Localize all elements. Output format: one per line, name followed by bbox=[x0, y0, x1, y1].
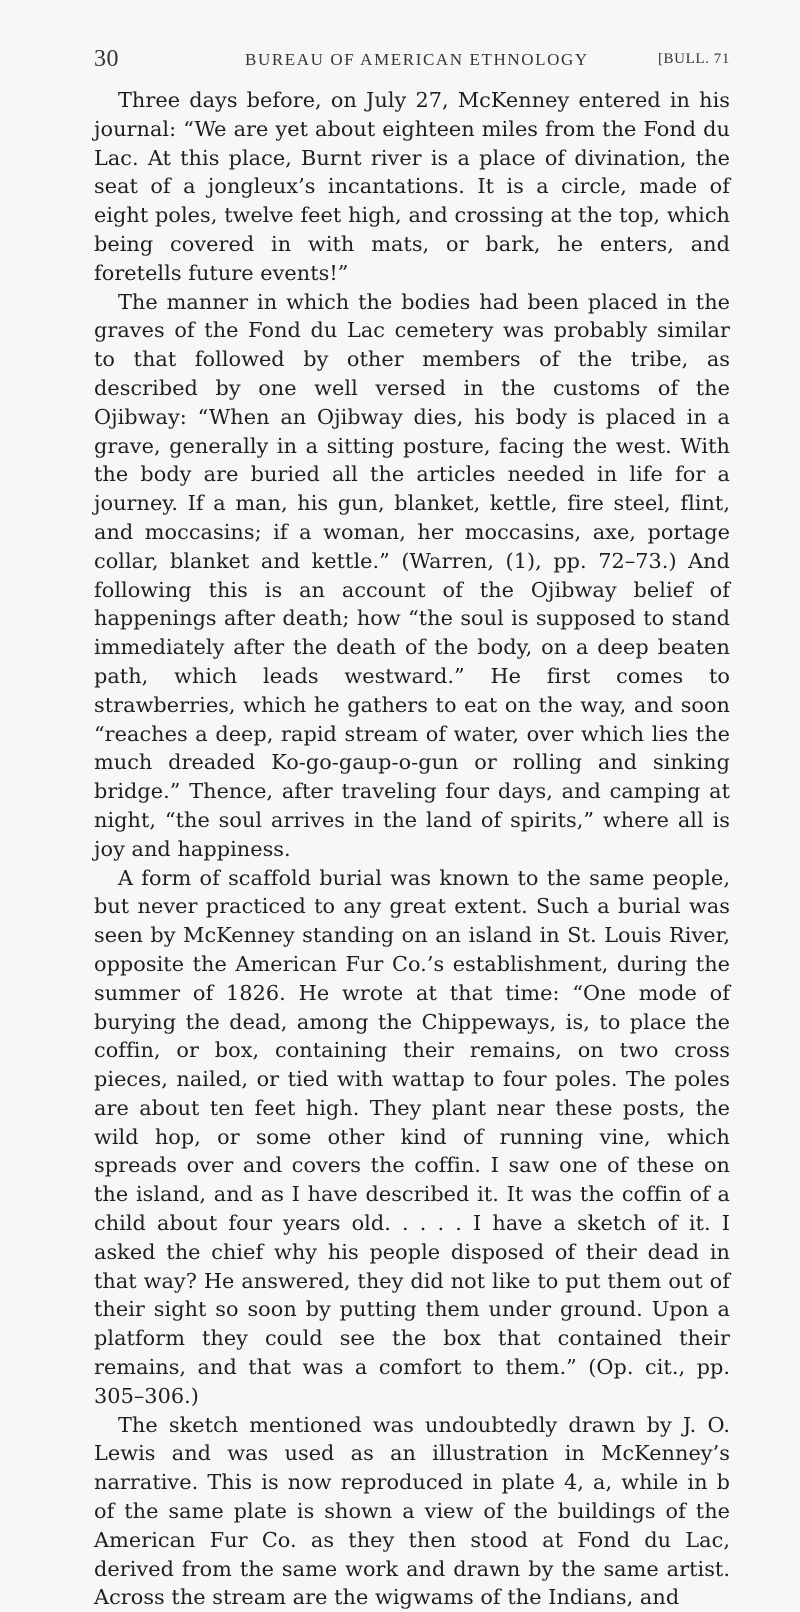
page-header bbox=[94, 46, 730, 86]
paragraph-2: The manner in which the bodies had been placed in the graves of the Fond du Lac cemetery was probably similar to that followed by other members of the tribe, as described by one well versed in the customs of the Ojibway: “When an Ojibway dies, his body is placed in a grave, generally in a sitting posture, facing the west. With the body are buried all the articles needed in life for a journey. If a man, his gun, blanket, kettle, fire steel, flint, and moccasins; if a woman, her moccasins, axe, portage collar, blanket and kettle.” (Warren, (1), pp. 72–73.) And following this is an account of the Ojibway belief of happenings after death; how “the soul is supposed to stand immediately after the death of the body, on a deep beaten path, which leads westward.” He first comes to strawberries, which he gathers to eat on the way, and soon “reaches a deep, rapid stream of water, over which lies the much dreaded Ko-go-gaup-o-gun or rolling and sinking bridge.” Thence, after traveling four days, and camping at night, “the soul arrives in the land of spirits,” where all is joy and happiness. bbox=[94, 289, 730, 861]
page-number: 30 bbox=[94, 46, 119, 72]
paragraph-4: The sketch mentioned was undoubtedly drawn by J. O. Lewis and was used as an illustration in McKenney’s narrative. This is now reproduced in plate 4, a, while in b of the same plate is shown a view of the buildings of the American Fur Co. as they then stood at Fond du Lac, derived from the same work and drawn by the same artist. Across the stream are the wigwams of the Indians, and bbox=[94, 1412, 730, 1610]
paragraph-3: A form of scaffold burial was known to the same people, but never practiced to any great extent. Such a burial was seen by McKenney standing on an island in St. Louis River, opposite the American Fur Co.’s establishment, during the summer of 1826. He wrote at that time: “One mode of burying the dead, among the Chippeways, is, to place the coffin, or box, containing their remains, on two cross pieces, nailed, or tied with wattap to four poles. The poles are about ten feet high. They plant near these posts, the wild hop, or some other kind of running vine, which spreads over and covers the coffin. I saw one of these on the island, and as I have described it. It was the coffin of a child about four years old. . . . . I have a sketch of it. I asked the chief why his people disposed of their dead in that way? He answered, they did not like to put them out of their sight so soon by putting them under ground. Upon a platform they could see the box that contained their remains, and that was a comfort to them.” (Op. cit., pp. 305–306.) bbox=[94, 865, 730, 1408]
body-text bbox=[94, 86, 730, 1612]
paragraph-1: Three days before, on July 27, McKenney entered in his journal: “We are yet about eighteen miles from the Fond du Lac. At this place, Burnt river is a place of divination, the seat of a jongleux’s incantations. It is a circle, made of eight poles, twelve feet high, and crossing at the top, which being covered in with mats, or bark, he enters, and foretells future events!” bbox=[94, 88, 730, 285]
bulletin-reference: [BULL. 71 bbox=[657, 51, 730, 67]
running-head: BUREAU OF AMERICAN ETHNOLOGY bbox=[245, 50, 589, 69]
